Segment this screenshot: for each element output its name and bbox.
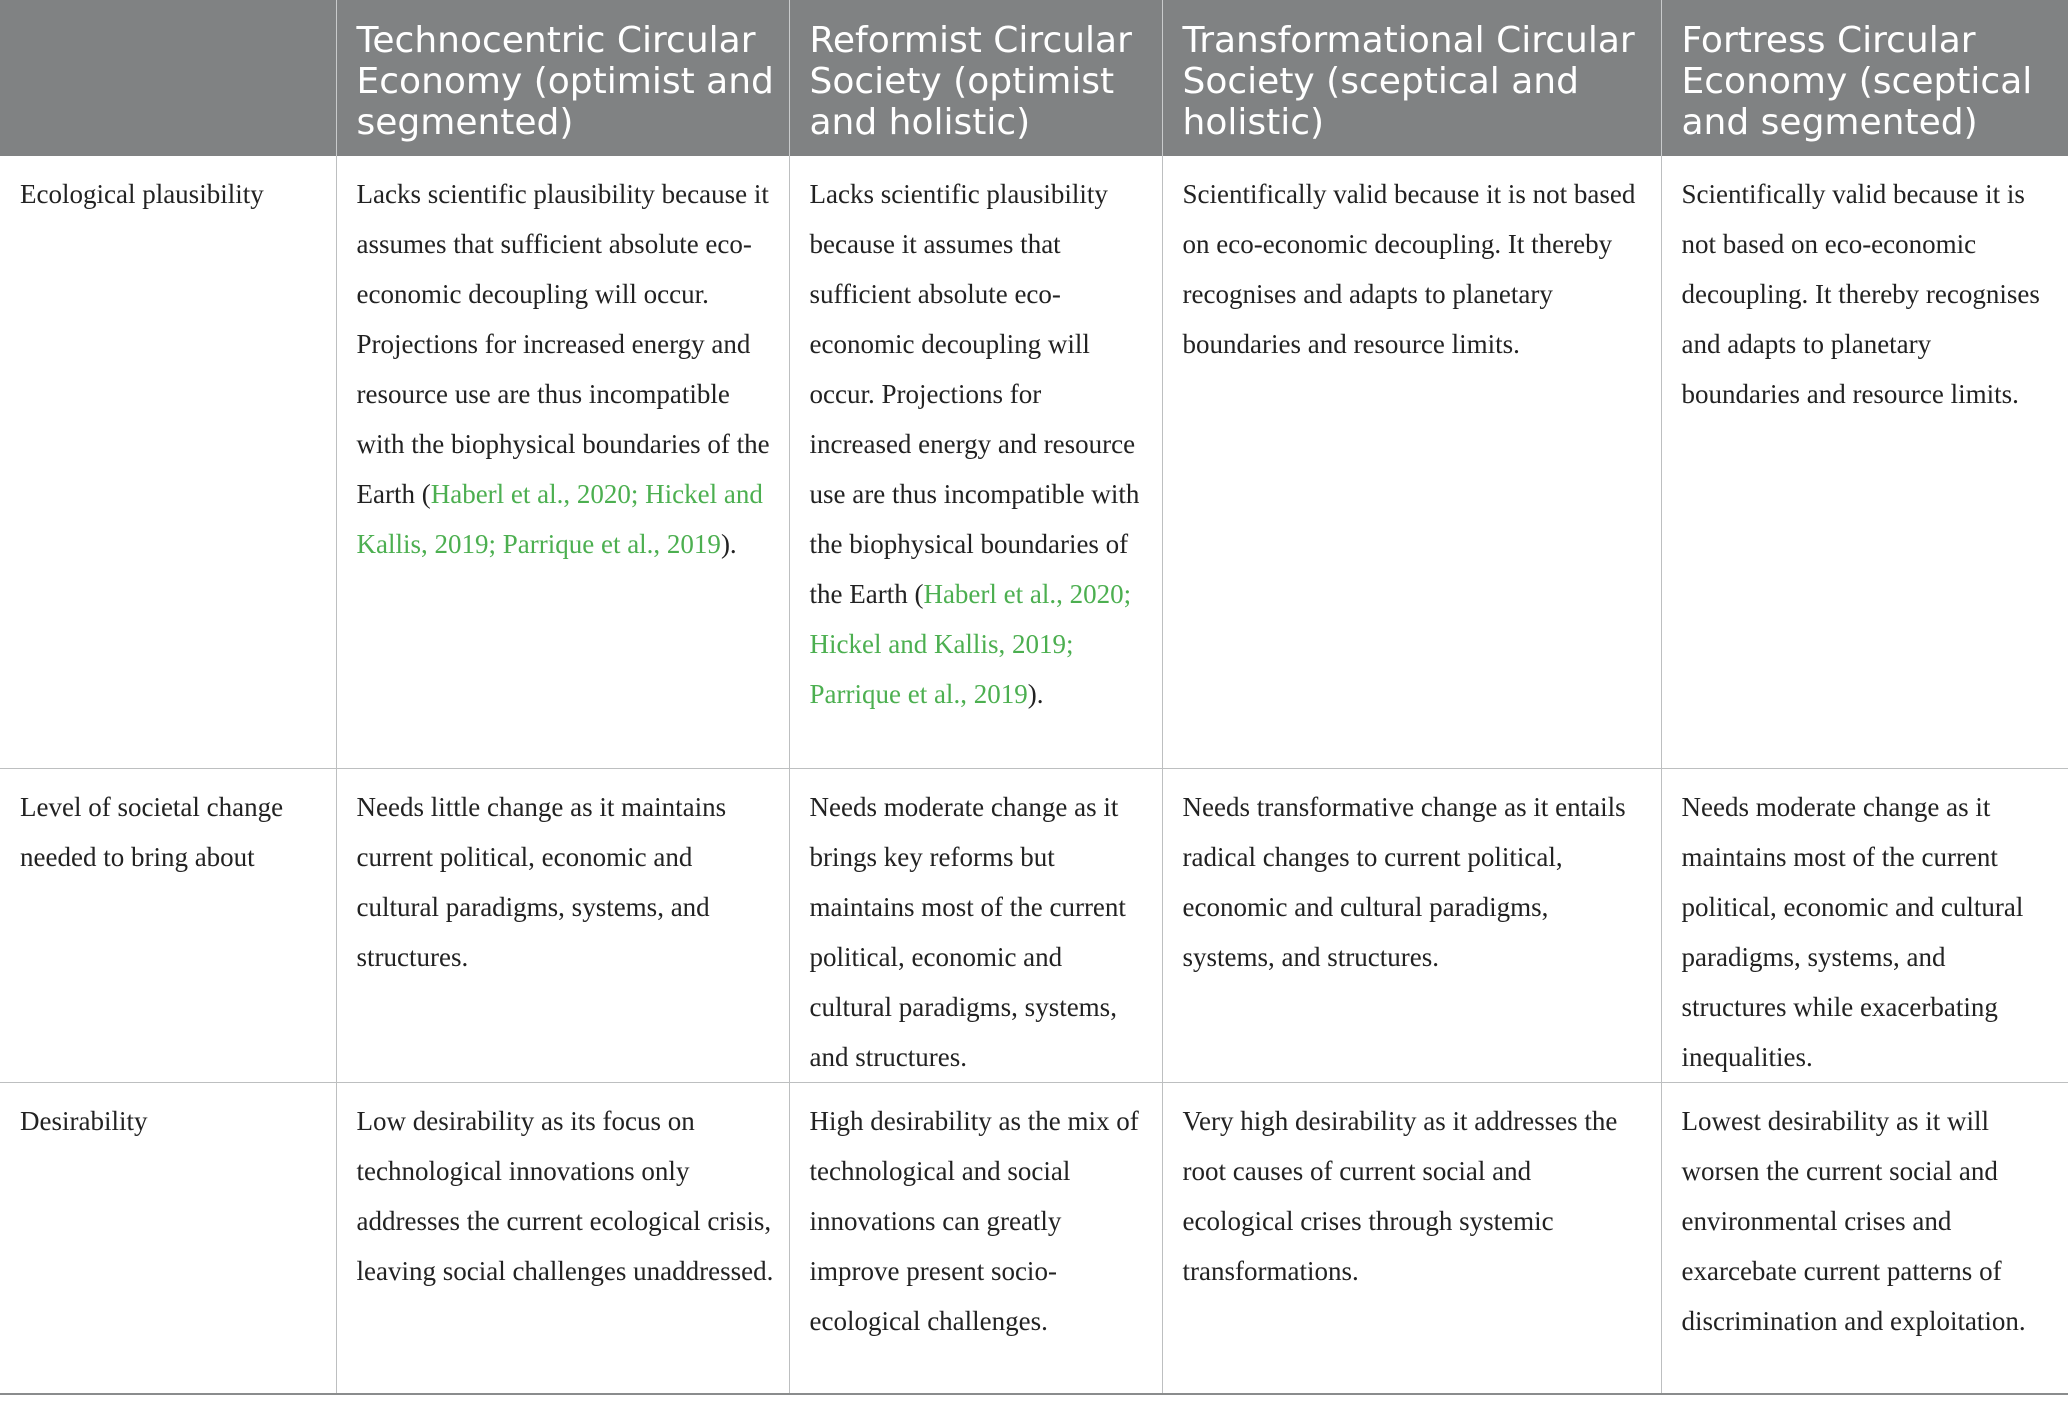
- citation-link[interactable]: Haberl et al., 2020; Hickel and Kallis, 2019; Parrique et al., 2019: [356, 479, 763, 559]
- table-cell: [1661, 768, 2068, 1082]
- citation-link[interactable]: Haberl et al., 2020; Hickel and Kallis, 2019; Parrique et al., 2019: [809, 579, 1132, 709]
- table-cell: [789, 156, 1162, 768]
- cell-text: Lacks scientific plausibility because it assumes that sufficient absolute eco-economic decoupling will occur. Projections for increased energy and resource use are thus incompatible with the biophysical boundaries of the Earth (: [809, 179, 1140, 609]
- header-row: [0, 0, 2068, 156]
- cell-text: Low desirability as its focus on technological innovations only addresses the current ecological crisis, leaving social challenges unaddressed.: [356, 1105, 774, 1286]
- table-cell: [789, 768, 1162, 1082]
- cell-text: Needs moderate change as it maintains most of the current political, economic and cultural paradigms, systems, and structures while exacerbating inequalities.: [1681, 791, 2024, 1072]
- table-header: [0, 0, 2068, 156]
- cell-text: Very high desirability as it addresses the root causes of current social and ecological crises through systemic transformations.: [1182, 1105, 1618, 1286]
- cell-text: High desirability as the mix of technological and social innovations can greatly improve present socio-ecological challenges.: [809, 1105, 1139, 1336]
- table-cell: [789, 1082, 1162, 1394]
- cell-text: Lowest desirability as it will worsen the current social and environmental crises and exarcebate current patterns of discrimination and exploitation.: [1681, 1105, 2026, 1336]
- cell-text: Needs little change as it maintains current political, economic and cultural paradigms, systems, and structures.: [356, 791, 727, 972]
- table-cell: [1162, 1082, 1661, 1394]
- row-label: Ecological plausibility: [0, 156, 336, 768]
- row-label: Desirability: [0, 1082, 336, 1394]
- cell-text: Lacks scientific plausibility because it assumes that sufficient absolute eco-economic decoupling will occur. Projections for increased energy and resource use are thus incompatible with the biophysical boundaries of the Earth (: [356, 179, 770, 509]
- header-cell-empty: [0, 0, 336, 156]
- cell-text: Needs transformative change as it entails radical changes to current political, economic and cultural paradigms, systems, and structures.: [1182, 791, 1626, 972]
- table-cell: [1661, 1082, 2068, 1394]
- table-row-desirability: [0, 1082, 2068, 1394]
- cell-text: Scientifically valid because it is not based on eco-economic decoupling. It thereby recognises and adapts to planetary boundaries and resource limits.: [1681, 179, 2040, 409]
- cell-text-after: ).: [720, 529, 737, 559]
- table-cell: [1661, 156, 2068, 768]
- table-cell: [336, 156, 789, 768]
- cell-text-after: ).: [1027, 679, 1044, 709]
- cell-text: Needs moderate change as it brings key reforms but maintains most of the current political, economic and cultural paradigms, systems, and structures.: [809, 791, 1126, 1072]
- row-label: Level of societal change needed to bring about: [0, 768, 336, 1082]
- table-cell: [336, 1082, 789, 1394]
- table-cell: [336, 768, 789, 1082]
- header-technocentric-circular-economy: Technocentric Circular Economy (optimist and segmented): [336, 0, 789, 156]
- table-row-ecological-plausibility: [0, 156, 2068, 768]
- table-cell: [1162, 156, 1661, 768]
- cell-text: Scientifically valid because it is not based on eco-economic decoupling. It thereby recognises and adapts to planetary boundaries and resource limits.: [1182, 179, 1636, 359]
- table-cell: [1162, 768, 1661, 1082]
- header-fortress-circular-economy: Fortress Circular Economy (sceptical and segmented): [1661, 0, 2068, 156]
- header-transformational-circular-society: Transformational Circular Society (sceptical and holistic): [1162, 0, 1661, 156]
- header-reformist-circular-society: Reformist Circular Society (optimist and holistic): [789, 0, 1162, 156]
- table-body: [0, 156, 2068, 1394]
- table-row-societal-change: [0, 768, 2068, 1082]
